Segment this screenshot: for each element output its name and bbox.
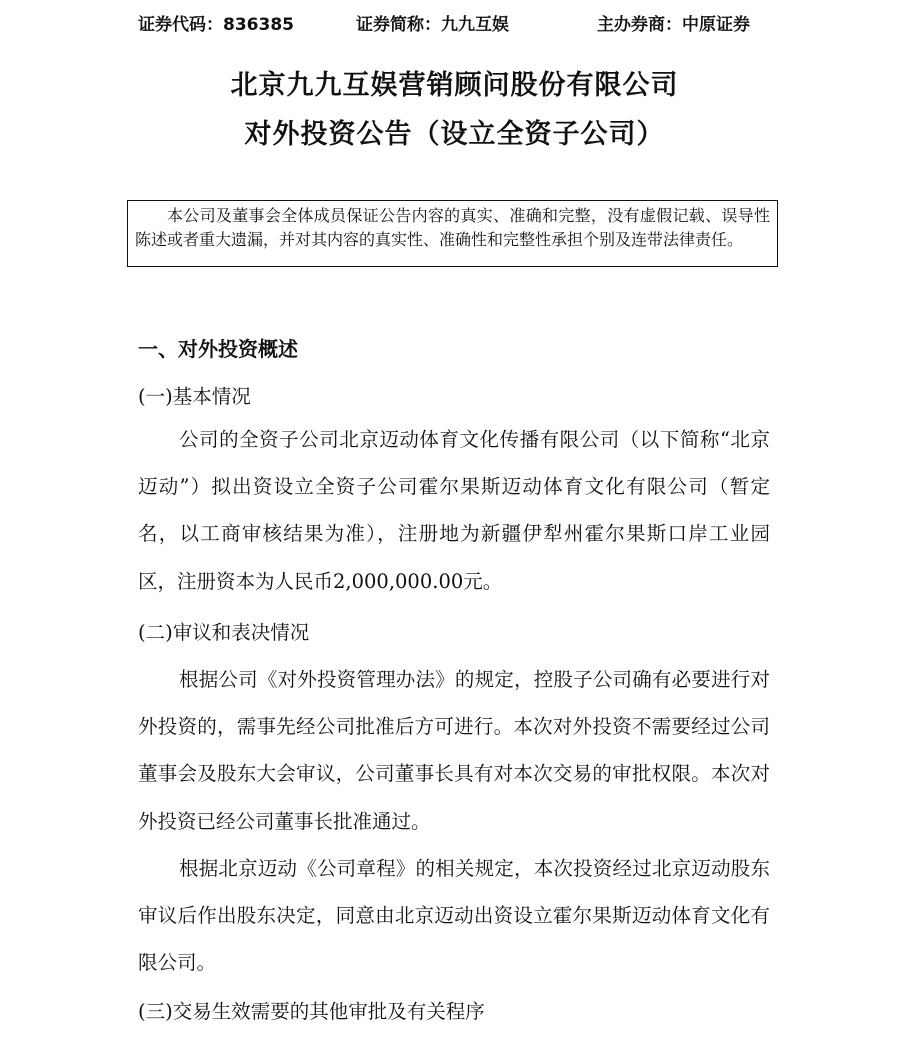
subsection-other-approvals-heading: (三)交易生效需要的其他审批及有关程序: [138, 1000, 485, 1023]
stock-code: 证券代码：836385: [138, 15, 294, 35]
basic-info-paragraph: 公司的全资子公司北京迈动体育文化传播有限公司（以下简称“北京迈动”）拟出资设立全资子公司霍尔果斯迈动体育文化有限公司（暂定名，以工商审核结果为准），注册地为新疆伊犁州霍尔果斯口岸工业园区，注册资本为人民币2,000,000.00元。: [138, 428, 770, 593]
review-paragraph-1: 根据公司《对外投资管理办法》的规定，控股子公司确有必要进行对外投资的，需事先经公司批准后方可进行。本次对外投资不需要经过公司董事会及股东大会审议，公司董事长具有对本次交易的审批权限。本次对外投资已经公司董事长批准通过。: [138, 668, 770, 833]
review-paragraph-2: 根据北京迈动《公司章程》的相关规定，本次投资经过北京迈动股东审议后作出股东决定，同意由北京迈动出资设立霍尔果斯迈动体育文化有限公司。: [138, 857, 770, 975]
subsection-review-heading: (二)审议和表决情况: [138, 621, 310, 644]
company-title: 北京九九互娱营销顾问股份有限公司: [230, 70, 679, 101]
stock-short-name: 证券简称：九九互娱: [356, 15, 509, 35]
section-heading: 一、对外投资概述: [138, 337, 298, 361]
subsection-basic-info-heading: (一)基本情况: [138, 385, 251, 408]
sponsor-broker: 主办券商：中原证券: [597, 15, 750, 35]
announcement-title: 对外投资公告（设立全资子公司）: [244, 119, 665, 150]
disclaimer-notice: 本公司及董事会全体成员保证公告内容的真实、准确和完整，没有虚假记载、误导性陈述或者重大遗漏，并对其内容的真实性、准确性和完整性承担个别及连带法律责任。: [127, 200, 778, 267]
